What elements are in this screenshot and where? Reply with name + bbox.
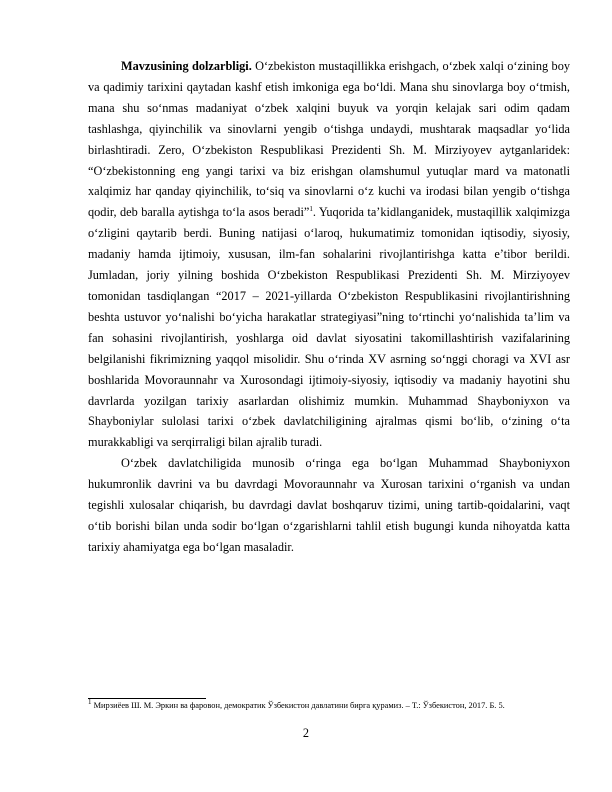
page-number: 2: [302, 726, 310, 740]
footnote-separator: [88, 698, 206, 699]
paragraph-text: O‘zbekiston mustaqillikka erishgach, o‘zbek xalqi o‘zining boy va qadimiy tarixini qaytadan kashf etish imkoniga ega bo‘ldi. Mana shu sinovlarga boy o‘tmish, mana shu so‘nmas madaniyat o‘zbek xalqini buyuk va yorqin kelajak sari odim qadam tashlashga, qiyinchilik va sinovlarni yengib o‘tishga undaydi, mushtarak maqsadlar yo‘lida birlashtiradi. Zero, O‘zbekiston Respublikasi Prezidenti Sh. M. Mirziyoyev aytganlaridek: “O‘zbekistonning eng yangi tarixi va biz erishgan olamshumul yutuqlar mard va matonatli xalqimiz har qanday qiyinchilik, to‘siq va sinovlarni o‘z kuchi va irodasi bilan yengib o‘tishga qodir, deb baralla aytishga to‘la asos beradi”: [88, 59, 571, 220]
footnote-reference[interactable]: 1: [309, 205, 313, 214]
paragraph-text-continued: . Yuqorida ta’kidlanganidek, mustaqillik xalqimizga o‘zligini qaytarib berdi. Buning natijasi o‘laroq, hukumatimiz tomonidan iqtisodiy, siyosiy, madaniy hamda ijtimoiy, xususan, ilm-fan sohalarini rivojlantirishga katta e’tibor berildi. Jumladan, joriy yilning boshida O‘zbekiston Respublikasi Prezidenti Sh. M. Mirziyoyev tomonidan tasdiqlangan “2017 – 2021-yillarda O‘zbekiston Respublikasini rivojlantirishning beshta ustuvor yo‘nalishi bo‘yicha harakatlar strategiyasi”ning to‘rtinchi yo‘nalishida ta’lim va fan sohasini rivojlantirish, yoshlarga oid davlat siyosatini takomillashtirish vazifalarining belgilanishi fikrimizning yaqqol misolidir. Shu o‘rinda XV asrning so‘nggi choragi va XVI asr boshlarida Movoraunnahr va Xurosondagi ijtimoiy-siyosiy, iqtisodiy va madaniy hayotini shu davrlarda yozilgan tarixiy asarlardan olishimiz mumkin. Muhammad Shayboniyxon va Shayboniylar sulolasi tarixi o‘zbek davlatchiligining ajralmas qismi bo‘lib, o‘zining o‘ta murakkabligi va serqirraligi bilan ajralib turadi.: [88, 205, 571, 450]
document-body: [88, 56, 570, 558]
section-lead-title: Mavzusining dolzarbligi.: [121, 59, 252, 73]
relevance-paragraph: [88, 56, 570, 453]
footnote-mark: 1: [88, 698, 92, 707]
footnote-text: Мирзиёев Ш. М. Эркин ва фаровон, демократик Ўзбекистон давлатини бирга қурамиз. – Т.: Ўзбекистон, 2017. Б. 5.: [91, 701, 505, 710]
footnote: [88, 698, 570, 712]
second-paragraph: O‘zbek davlatchiligida munosib o‘ringa ega bo‘lgan Muhammad Shayboniyxon hukumronlik davrini va bu davrdagi Movoraunnahr va Xurosan tarixini o‘rganish va undan tegishli xulosalar chiqarish, bu davrdagi davlat boshqaruv tizimi, uning tartib-qoidalarini, vaqt o‘tib borishi bilan unda sodir bo‘lgan o‘zgarishlarni tahlil etish bugungi kunda nihoyatda katta tarixiy ahamiyatga ega bo‘lgan masaladir.: [88, 456, 570, 554]
